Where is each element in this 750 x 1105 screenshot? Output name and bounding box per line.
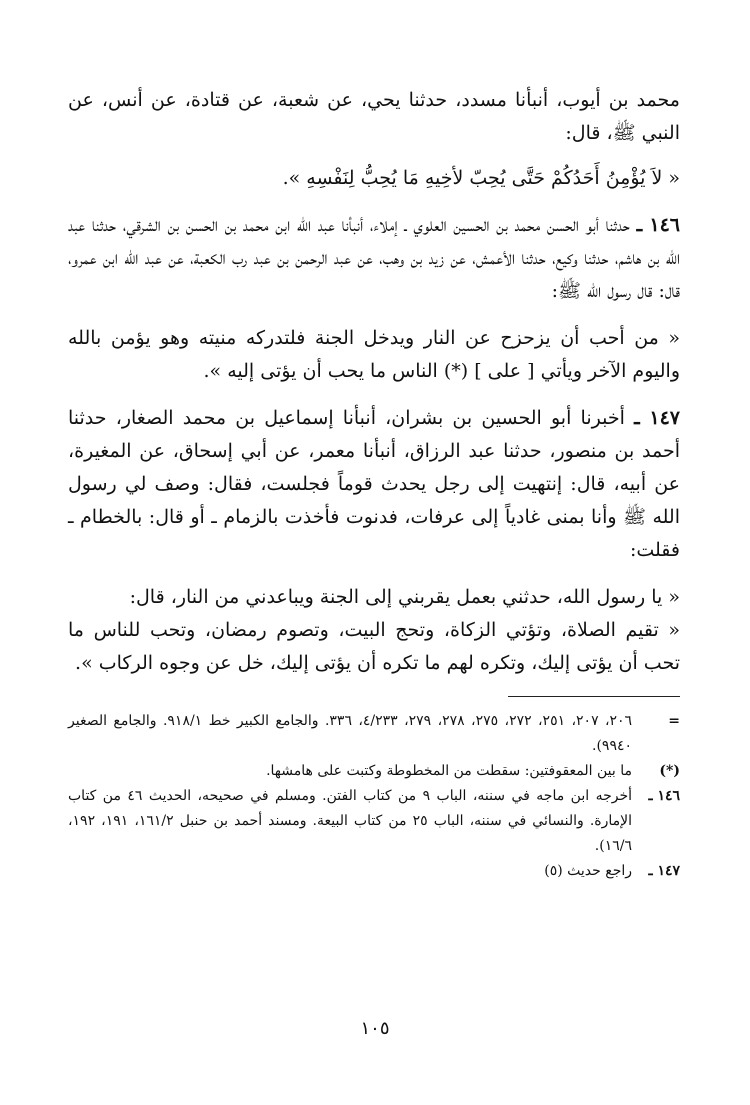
hadith-147-number: ١٤٧ ـ: [634, 407, 681, 429]
footnote-item: [68, 784, 680, 859]
hadith-147-chain-text: أخبرنا أبو الحسين بن بشران، أنبأنا إسماعيل بن محمد الصغار، حدثنا أحمد بن منصور، حدثنا عبد الرزاق، أنبأنا معمر، عن أبي إسحاق، عن المغيرة، عن أبيه، قال: إنتهيت إلى رجل يحدث قوماً فجلست، فقال: وصف لي رسول الله ﷺ وأنا بمنى غادياً إلى عرفات، فدنوت فأخذت بالزمام ـ أو قال: بالخطام ـ فقلت:: [68, 407, 680, 561]
footnote-mark: =: [668, 713, 680, 729]
footnote-text: ما بين المعقوفتين: سقطت من المخطوطة وكتبت على هامشها.: [266, 763, 632, 779]
hadith-147-question: « يا رسول الله، حدثني بعمل يقربني إلى الجنة ويباعدني من النار، قال:: [129, 586, 680, 608]
footnote-mark: ١٤٧ ـ: [648, 863, 680, 879]
footnote-text: ٢٠٦، ٢٠٧، ٢٥١، ٢٧٢، ٢٧٥، ٢٧٨، ٢٧٩، ٤/٢٣٣، ٣٣٦. والجامع الكبير خط ٩١٨/١. والجامع الصغير ٩٩٤٠).: [68, 713, 633, 754]
page-number: ١٠٥: [360, 1018, 390, 1039]
footnote-mark: ١٤٦ ـ: [648, 788, 680, 804]
hadith-146-number: ١٤٦ ـ: [636, 214, 680, 236]
hadith-147-answer: « تقيم الصلاة، وتؤتي الزكاة، وتحج البيت، وتصوم رمضان، وتحب للناس ما تحب أن يؤتى إليك، وتكره لهم ما تكره أن يؤتى إليك، خل عن وجوه الركاب ».: [68, 619, 680, 674]
hadith-146-text: « من أحب أن يزحزح عن النار ويدخل الجنة فلتدركه منيته وهو يؤمن بالله واليوم الآخر ويأتي [ على ] (*) الناس ما يحب أن يؤتى إليه ».: [68, 327, 680, 382]
footnote-text: أخرجه ابن ماجه في سننه، الباب ٩ من كتاب الفتن. ومسلم في صحيحه، الحديث ٤٦ من كتاب الإمارة. والنسائي في سننه، الباب ٢٥ من كتاب البيعة. ومسند أحمد بن حنبل ١٦١/٢، ١٩١، ١٩٢، ١٦/٦).: [68, 788, 633, 854]
hadith-146-chain: [68, 209, 680, 308]
hadith-145-text: « لاَ يُؤْمِنُ أَحَدُكُمْ حَتَّى يُحِبّ لأخِيهِ مَا يُحِبُّ لِنَفْسِهِ ».: [282, 167, 680, 189]
footnote-item: [68, 759, 680, 784]
footnote-item: [68, 859, 680, 884]
footnote-item: [68, 709, 680, 759]
hadith-146-chain-text: حدثنا أبو الحسن محمد بن الحسين العلوي ـ إملاء، أنبأنا عبد الله ابن محمد بن الحسن بن الشرقي، حدثنا عبد الله بن هاشم، حدثنا وكيع، حدثنا الأعمش، عن زيد بن وهب، عن عبد الرحمن بن عبد رب الكعبة، عن عبد الله ابن عمرو، قال: قال رسول الله ﷺ:: [68, 214, 680, 302]
footnotes: [68, 709, 680, 884]
footnote-mark: (*): [659, 763, 680, 779]
hadith-145-chain: محمد بن أيوب، أنبأنا مسدد، حدثنا يحي، عن شعبة، عن قتادة، عن أنس، عن النبي ﷺ، قال:: [68, 89, 680, 144]
hadith-147-chain: [68, 402, 680, 567]
footnote-divider: [508, 696, 680, 697]
footnote-text: راجع حديث (٥): [544, 863, 632, 879]
